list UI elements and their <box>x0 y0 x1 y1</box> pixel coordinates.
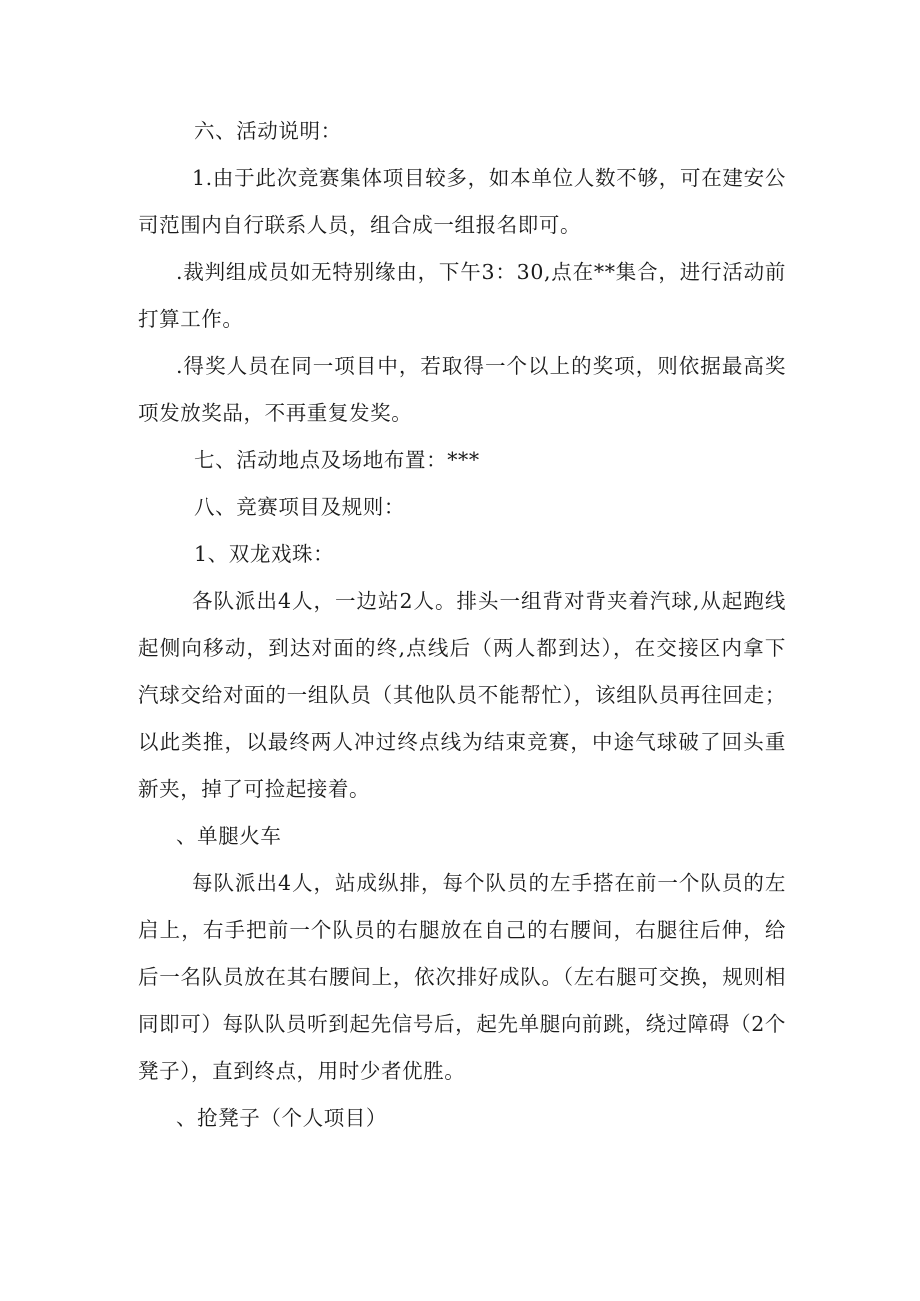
event-heading-one-leg-train: 、单腿火车 <box>176 824 282 848</box>
document-body <box>138 108 786 1142</box>
section-heading-activity-notes: 六、活动说明： <box>194 119 342 143</box>
activity-note-2: .裁判组成员如无特别缘由，下午3：30,点在**集合，进行活动前打算工作。 <box>138 260 786 331</box>
event-rules-double-dragon: 各队派出4人，一边站2人。排头一组背对背夹着汽球,从起跑线起侧向移动，到达对面的终,点线后（两人都到达），在交接区内拿下汽球交给对面的一组队员（其他队员不能帮忙），该组队员再往回走；以此类推，以最终两人冲过终点线为结束竞赛，中途气球破了回头重新夹，掉了可捡起接着。 <box>138 589 786 801</box>
section-heading-events-rules: 八、竞赛项目及规则： <box>194 495 405 519</box>
activity-note-3: .得奖人员在同一项目中，若取得一个以上的奖项，则依据最高奖项发放奖品，不再重复发奖。 <box>138 354 786 425</box>
section-heading-venue: 七、活动地点及场地布置：*** <box>194 448 480 472</box>
event-heading-double-dragon: 1、双龙戏珠： <box>194 542 335 566</box>
event-rules-one-leg-train: 每队派出4人，站成纵排，每个队员的左手搭在前一个队员的左启上，右手把前一个队员的右腿放在自己的右腰间，右腿往后伸，给后一名队员放在其右腰间上，依次排好成队。（左右腿可交换，规则相同即可）每队队员听到起先信号后，起先单腿向前跳，绕过障碍（2个凳子），直到终点，用时少者优胜。 <box>138 871 786 1083</box>
activity-note-1: 1.由于此次竞赛集体项目较多，如本单位人数不够，可在建安公司范围内自行联系人员，组合成一组报名即可。 <box>138 166 786 237</box>
event-heading-musical-chairs: 、抢凳子（个人项目） <box>176 1106 387 1130</box>
